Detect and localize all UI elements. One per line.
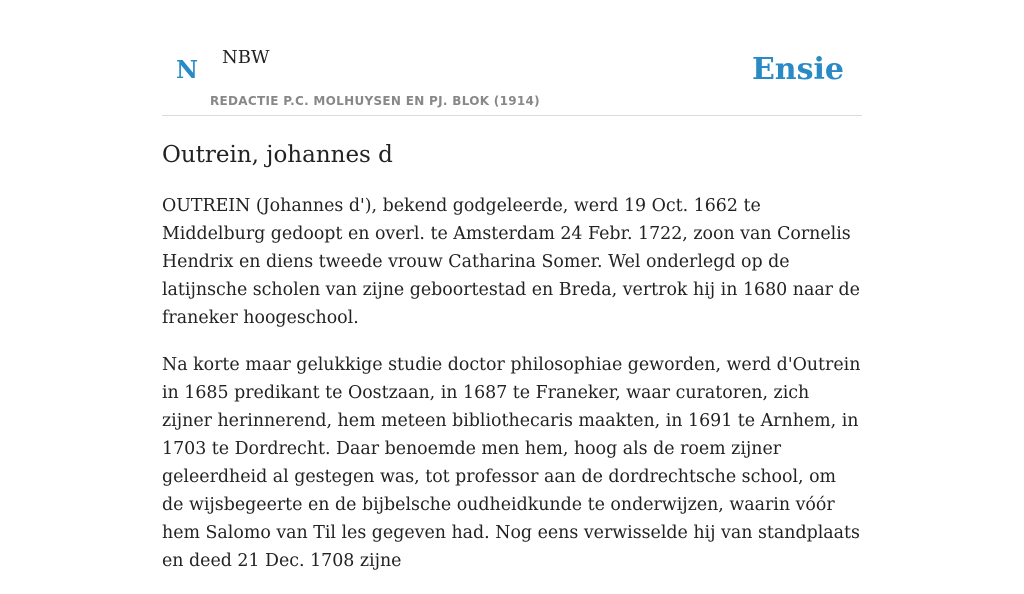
- article-paragraph: Na korte maar gelukkige studie doctor philosophiae geworden, werd d'Outrein in 1685 predikant te Oostzaan, in 1687 te Franeker, waar curatoren, zich zijner herinnerend, hem meteen bibliothecaris maakten, in 1691 te Arnhem, in 1703 te Dordrecht. Daar benoemde men hem, hoog als de roem zijner geleerdheid al gestegen was, tot professor aan de dordrechtsche school, om de wijsbegeerte en de bijbelsche oudheidkunde te onderwijzen, waarin vóór hem Salomo van Til les gegeven had. Nog eens verwisselde hij van standplaats en deed 21 Dec. 1708 zijne: [162, 355, 861, 571]
- article-paragraph: OUTREIN (Johannes d'), bekend godgeleerde, werd 19 Oct. 1662 te Middelburg gedoopt en overl. te Amsterdam 24 Febr. 1722, zoon van Cornelis Hendrix en diens tweede vrouw Catharina Somer. Wel onderlegd op de latijnsche scholen van zijne geboortestad en Breda, vertrok hij in 1680 naar de franeker hoogeschool.: [162, 196, 860, 328]
- header: [162, 0, 862, 116]
- page-title: Outrein, johannes d: [162, 142, 393, 168]
- source-subtitle: REDACTIE P.C. MOLHUYSEN EN PJ. BLOK (1914): [210, 94, 540, 108]
- page: [162, 0, 862, 571]
- article-body: [162, 192, 862, 594]
- source-name[interactable]: NBW: [222, 47, 270, 68]
- source-logo[interactable]: N: [176, 55, 198, 84]
- brand-logo[interactable]: Ensie: [751, 52, 844, 87]
